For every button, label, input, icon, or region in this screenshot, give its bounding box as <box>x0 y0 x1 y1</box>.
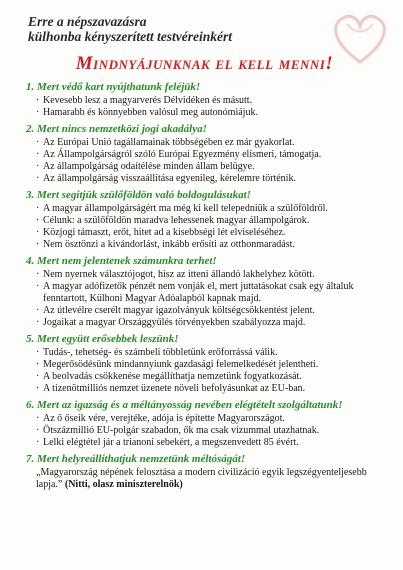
list-item <box>36 359 383 371</box>
bullet-icon: · <box>36 347 40 358</box>
item-text: Megerősödésünk mindannyiunk gazdasági felemelkedését jelentheti. <box>43 359 319 370</box>
item-text: Nem ösztönzi a kivándorlást, inkább erősíti az otthonmaradást. <box>43 239 295 250</box>
list-item <box>36 413 383 425</box>
bullet-icon: · <box>36 107 40 118</box>
section-title-3: 3. Mert segítjük szülőföldön való boldogulásukat! <box>26 189 251 201</box>
item-text: Lelki elégtétel jár a trianoni sebekért, a megszenvedett 85 évért. <box>43 437 299 448</box>
section-list-4 <box>36 269 383 329</box>
item-text: Tudás-, tehetség- és számbeli többletünk erőforrássá válik. <box>43 347 278 358</box>
heart-ribbon-icon <box>325 4 395 74</box>
bullet-icon: · <box>36 383 40 394</box>
section-list-1 <box>36 95 383 119</box>
bullet-icon: · <box>36 173 40 184</box>
item-text: Hamarabb és könnyebben valósul meg autonómiájuk. <box>43 107 258 118</box>
bullet-icon: · <box>36 239 40 250</box>
slogan: Mindnyájunknak el kell menni! <box>75 53 334 74</box>
section-title-4: 4. Mert nem jelentenek számunkra terhet! <box>26 255 217 267</box>
bullet-icon: · <box>36 425 40 436</box>
item-text: A tizenötmilliós nemzet üzenete növeli befolyásunkat az EU-ban. <box>43 383 306 394</box>
nitti-quote <box>36 467 383 491</box>
header-line-1: Erre a népszavazásra <box>28 14 147 29</box>
item-text: Az Európai Unió tagállamainak többségében ez már gyakorlat. <box>43 137 295 148</box>
item-text: A beolvadás csökkenése megállíthatja nemzetünk fogyatkozását. <box>43 371 302 382</box>
section-title-2: 2. Mert nincs nemzetközi jogi akadálya! <box>26 123 207 135</box>
bullet-icon: · <box>36 161 40 172</box>
list-item <box>36 347 383 359</box>
section-list-5 <box>36 347 383 395</box>
item-text: Az ő őseik vére, verejtéke, adója is építette Magyarországot. <box>43 413 285 424</box>
bullet-icon: · <box>36 203 40 214</box>
bullet-icon: · <box>36 95 40 106</box>
list-item <box>36 203 383 215</box>
list-item <box>36 425 383 437</box>
bullet-icon: · <box>36 437 40 448</box>
bullet-icon: · <box>36 149 40 160</box>
list-item <box>36 215 383 227</box>
section-title-5: 5. Mert együtt erősebbek leszünk! <box>26 333 179 345</box>
bullet-icon: · <box>36 371 40 382</box>
list-item <box>36 269 383 281</box>
bullet-icon: · <box>36 137 40 148</box>
bullet-icon: · <box>36 305 40 316</box>
list-item <box>36 173 383 185</box>
list-item <box>36 371 383 383</box>
bullet-icon: · <box>36 317 40 328</box>
section-list-2 <box>36 137 383 185</box>
list-item <box>36 383 383 395</box>
list-item <box>36 317 383 329</box>
section-list-6 <box>36 413 383 449</box>
item-text: Az állampolgárság odaítélése minden állam belügye. <box>43 161 255 172</box>
list-item <box>36 137 383 149</box>
bullet-icon: · <box>36 227 40 238</box>
list-item <box>36 305 383 317</box>
item-text: Az Állampolgárságról szóló Európai Egyezmény elismeri, támogatja. <box>43 149 322 160</box>
bullet-icon: · <box>36 281 40 292</box>
section-list-3 <box>36 203 383 251</box>
list-item <box>36 281 383 305</box>
item-text: Közjogi támaszt, erőt, hitet ad a kisebbségi lét elviseléséhez. <box>43 227 286 238</box>
list-item <box>36 239 383 251</box>
bullet-icon: · <box>36 269 40 280</box>
list-item <box>36 95 383 107</box>
bullet-icon: · <box>36 215 40 226</box>
item-text: Ötszázmillió EU-polgár szabadon, ők ma csak vízummal utazhatnak. <box>43 425 320 436</box>
quote-text: „Magyarország népének felosztása a modern civilizáció egyik legszégyenteljesebb lapja.” <box>36 467 367 490</box>
section-title-7: 7. Mert helyreállíthatjuk nemzetünk méltóságát! <box>26 453 246 465</box>
list-item <box>36 149 383 161</box>
header-line-2: külhonba kényszerített testvéreinkért <box>28 29 232 44</box>
sections <box>26 81 383 491</box>
list-item <box>36 227 383 239</box>
item-text: Nem nyernek választójogot, hisz az itteni állandó lakhelyhez kötött. <box>43 269 315 280</box>
bullet-icon: · <box>36 359 40 370</box>
section-title-6: 6. Mert az igazság és a méltányosság nevében elégtételt szolgáltatunk! <box>26 399 343 411</box>
list-item <box>36 437 383 449</box>
item-text: Az útlevélre cserélt magyar igazolványuk költségcsökkentést jelent. <box>43 305 315 316</box>
item-text: Az állampolgárság visszaállítása egyenileg, kérelemre történik. <box>43 173 296 184</box>
item-text: Jogaikat a magyar Országgyűlés törvényekben szabályozza majd. <box>43 317 306 328</box>
bullet-icon: · <box>36 413 40 424</box>
section-title-1: 1. Mert védő kart nyújthatunk feléjük! <box>26 81 201 93</box>
quote-author: (Nitti, olasz miniszterelnök) <box>64 479 183 490</box>
item-text: A magyar adófizetők pénzét nem vonják el, mert juttatásokat csak egy általuk fenntartott, Külhoni Magyar Adóalapból kapnak majd. <box>43 281 354 304</box>
item-text: Kevesebb lesz a magyarverés Délvidéken és másutt. <box>43 95 253 106</box>
item-text: A magyar állampolgárságért ma még ki kell telepedniük a szülőföldről. <box>43 203 328 214</box>
list-item <box>36 107 383 119</box>
item-text: Célunk: a szülőföldön maradva lehessenek magyar állampolgárok. <box>43 215 310 226</box>
list-item <box>36 161 383 173</box>
